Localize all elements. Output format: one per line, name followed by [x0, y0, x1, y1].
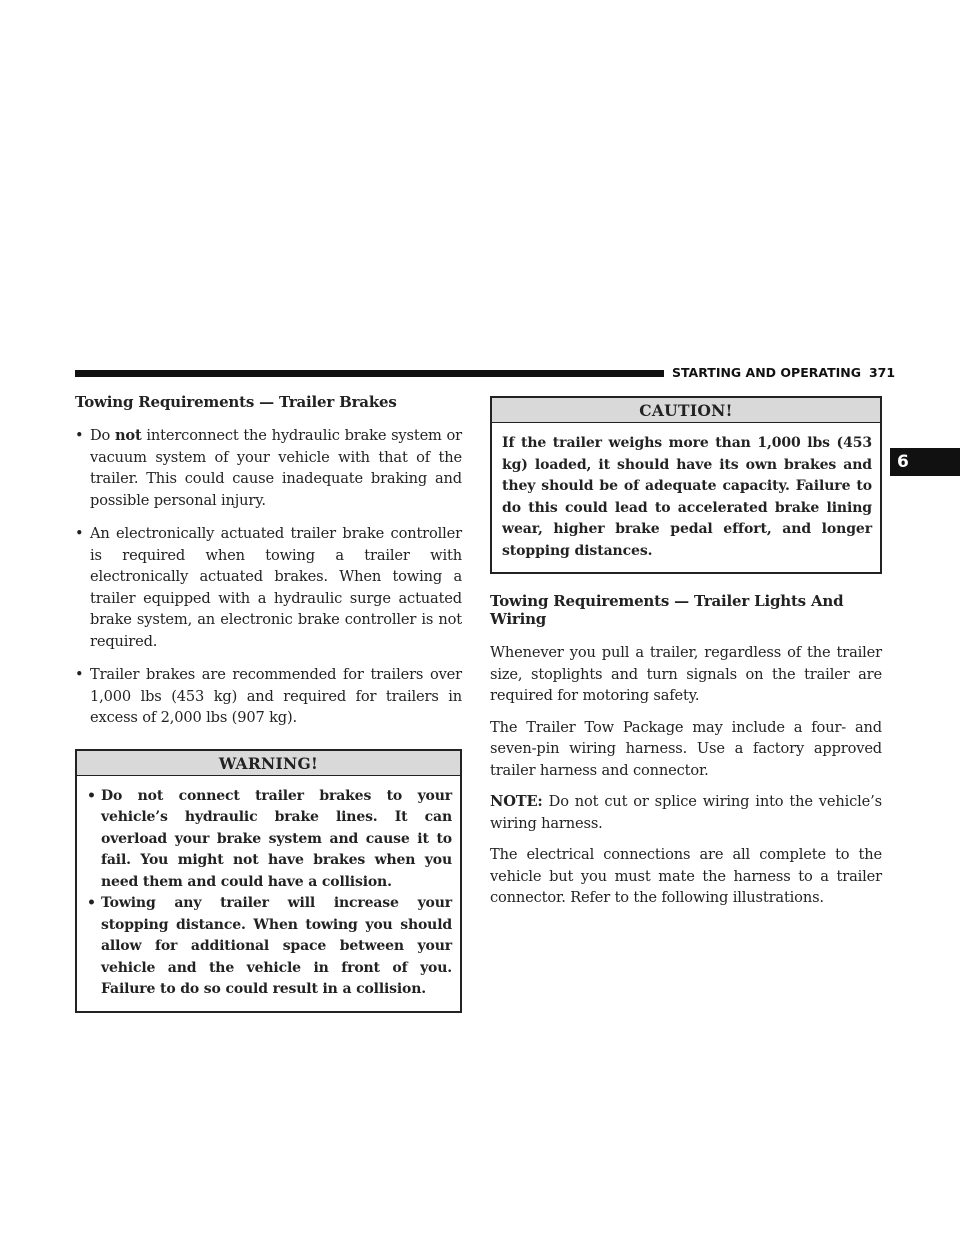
- warning-title: WARNING!: [77, 751, 460, 776]
- warning-body: [77, 776, 460, 1011]
- note-paragraph: [490, 791, 882, 834]
- paragraph: The electrical connections are all complete to the vehicle but you must mate the harness to a trailer connector. Refer to the following illustrations.: [490, 846, 882, 906]
- left-column: [75, 393, 462, 1013]
- page-number: 371: [868, 365, 896, 380]
- paragraph: The Trailer Tow Package may include a four- and seven-pin wiring harness. Use a factory approved trailer harness and connector.: [490, 718, 882, 779]
- heading-trailer-brakes: Towing Requirements — Trailer Brakes: [75, 393, 397, 411]
- warning-text: Do not connect trailer brakes to your vehicle’s hydraulic brake lines. It can overload your brake system and cause it to fail. You might not have brakes when you need them and could have a collision.: [101, 787, 452, 890]
- bullet-rest: interconnect the hydraulic brake system or vacuum system of your vehicle with that of the trailer. This could cause inadequate braking and possible personal injury.: [90, 427, 462, 509]
- heading-lights-wiring: Towing Requirements — Trailer Lights And Wiring: [490, 592, 844, 628]
- bullet-prefix: Do: [90, 427, 115, 444]
- bullet-emphasis: not: [114, 427, 142, 444]
- bullet-icon: •: [75, 525, 84, 542]
- running-header: [672, 364, 896, 382]
- caution-text: If the trailer weighs more than 1,000 lbs (453 kg) loaded, it should have its own brakes and they should be of adequate capacity. Failure to do this could lead to accelerated brake lining wear, higher brake pedal effort, and longer stopping distances.: [502, 435, 872, 559]
- paragraph: Whenever you pull a trailer, regardless of the trailer size, stoplights and turn signals on the trailer are required for motoring safety.: [490, 644, 882, 704]
- bullet-icon: •: [87, 895, 96, 911]
- header-rule: [75, 370, 664, 377]
- section-title: STARTING AND OPERATING: [672, 365, 861, 380]
- warning-list: [87, 786, 452, 1001]
- bullet-icon: •: [75, 666, 84, 683]
- chapter-tab: 6: [890, 448, 960, 476]
- note-label: NOTE:: [490, 793, 543, 810]
- bullet-icon: •: [87, 787, 96, 804]
- warning-item: [87, 786, 452, 894]
- brake-bullet-list: [75, 425, 462, 729]
- bullet-item: [75, 523, 462, 652]
- warning-box: [75, 749, 462, 1013]
- warning-text: Towing any trailer will increase your stopping distance. When towing you should allow for additional space between your vehicle and the vehicle in front of you. Failure to do so could result in a collision.: [101, 895, 452, 997]
- bullet-text: An electronically actuated trailer brake controller is required when towing a trailer with electronically actuated brakes. When towing a trailer equipped with a hydraulic surge actuated brake system, an electronic brake controller is not required.: [90, 525, 462, 650]
- bullet-text: Trailer brakes are recommended for trailers over 1,000 lbs (453 kg) and required for trailers in excess of 2,000 lbs (907 kg).: [90, 666, 462, 726]
- warning-item: [87, 893, 452, 1001]
- bullet-item: [75, 664, 462, 729]
- caution-title: CAUTION!: [492, 398, 880, 423]
- bullet-item: [75, 425, 462, 511]
- note-text: Do not cut or splice wiring into the vehicle’s wiring harness.: [490, 793, 882, 832]
- caution-body: [492, 423, 880, 572]
- right-column: [490, 396, 882, 919]
- bullet-icon: •: [75, 427, 84, 444]
- caution-box: [490, 396, 882, 574]
